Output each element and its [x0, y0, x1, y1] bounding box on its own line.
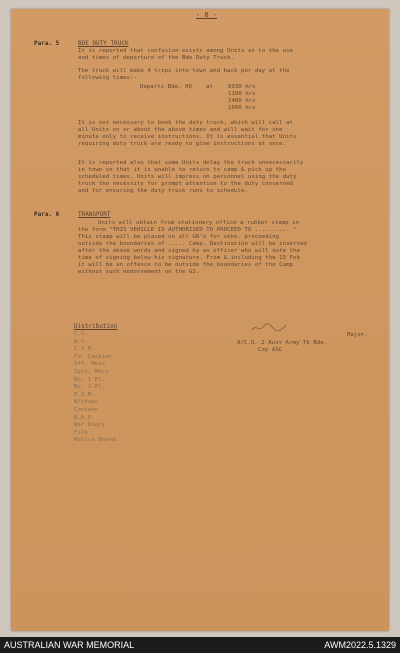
para6-body-2: the form "THIS VEHICLE IS AUTHORISED TO PROCEED TO .......... "	[78, 227, 297, 233]
distribution-item: C.S.M.	[74, 346, 95, 353]
distribution-item: Notice Board.	[74, 437, 120, 444]
signature-unit: Coy ASC	[258, 347, 283, 353]
distribution-item: Canteen	[74, 407, 99, 413]
para6-body-6: time of signing below his signature. From & including the 15 Feb	[78, 255, 300, 261]
distribution-item: C.O.	[74, 331, 88, 337]
distribution-item: W.O.	[74, 338, 88, 345]
departs-label: Departs Bde. HQ	[140, 84, 193, 90]
para5-body2-2: in town so that it is unable to return to camp & pick up the	[78, 167, 287, 173]
page-number: - 8 -	[196, 11, 218, 19]
para6-body-4: outside the boundaries of ..... Camp. Destination will be inserted	[78, 241, 307, 247]
para5-heading: BDE DUTY TRUCK	[78, 40, 129, 47]
para6-heading: TRANSPORT	[78, 211, 111, 218]
para6-body-8: without such endorsement on the G2.	[78, 269, 200, 275]
footer-reference: AWM2022.5.1329	[324, 640, 396, 650]
distribution-item: Sgts. Mess	[74, 369, 109, 375]
para6-label: Para. 6	[34, 211, 60, 218]
para6-body-5: after the above words and signed by an officer who will note the	[78, 248, 300, 254]
distribution-item: War Diary	[74, 422, 106, 429]
distribution-item: Fd. Cashier	[74, 353, 113, 360]
para5-body1-3: minute only to receive instructions. It is essential that Units	[78, 134, 297, 140]
para6-body-3: This stamp will be placed on all GR's for vehs. proceeding	[78, 234, 280, 240]
document-page	[11, 9, 389, 631]
distribution-item: W/shops	[74, 399, 99, 406]
handwritten-signature	[251, 321, 287, 333]
distribution-item: No. 1 Pl.	[74, 376, 106, 383]
para5-intro-2: and times of departure of the Bde Duty Truck.	[78, 55, 235, 61]
para5-trips-2: following times:-	[78, 75, 137, 81]
distribution-item: R.Q.M.	[74, 391, 95, 398]
para5-body2-5: and for ensuring the duty truck runs to schedule.	[78, 188, 248, 194]
para5-body1-1: It is not necessary to book the duty truck, which will call at	[78, 120, 293, 126]
para5-body1-2: all Units on or about the above times and will wait for one	[78, 127, 283, 133]
para6-body-7: it will be an offence to be outside the boundaries of the Camp	[78, 262, 293, 268]
distribution-item: No. 2 Pl.	[74, 384, 106, 391]
para5-trips-1: The truck will make 4 trips into town and back per day at the	[78, 68, 290, 74]
para5-label: Para. 5	[34, 40, 60, 47]
signature-rank: Major.	[347, 332, 368, 338]
footer-institution: AUSTRALIAN WAR MEMORIAL	[4, 640, 135, 650]
distribution-item: R.A.P.	[74, 414, 95, 421]
departs-at: at	[206, 84, 213, 90]
para5-body2-3: scheduled times. Units will impress on personnel using the duty	[78, 174, 297, 180]
distribution-item: File	[74, 429, 88, 436]
time-2: 1100 hrs	[228, 91, 256, 97]
para5-body2-4: truck the necessity for prompt attention to the duty concerned	[78, 181, 293, 187]
para5-intro-1: It is reported that confusion exists among Units as to the use	[78, 48, 293, 54]
time-1: 0930 hrs	[228, 84, 256, 90]
para6-body-1: Units will obtain from stationery office a rubber stamp in	[98, 220, 300, 226]
distribution-item: Off. Mess	[74, 361, 106, 368]
signature-title: A/C.O. 2 Aust Army Tk Bde.	[237, 340, 328, 346]
para5-body2-1: It is reported also that some Units delay the truck unnecessarily	[78, 160, 304, 166]
time-3: 1400 hrs	[228, 98, 256, 104]
para5-body1-4: requiring duty truck are ready to give instructions at once.	[78, 141, 287, 147]
time-4: 1600 hrs	[228, 105, 256, 111]
archive-footer	[0, 637, 400, 653]
distribution-heading: Distribution	[74, 323, 118, 330]
